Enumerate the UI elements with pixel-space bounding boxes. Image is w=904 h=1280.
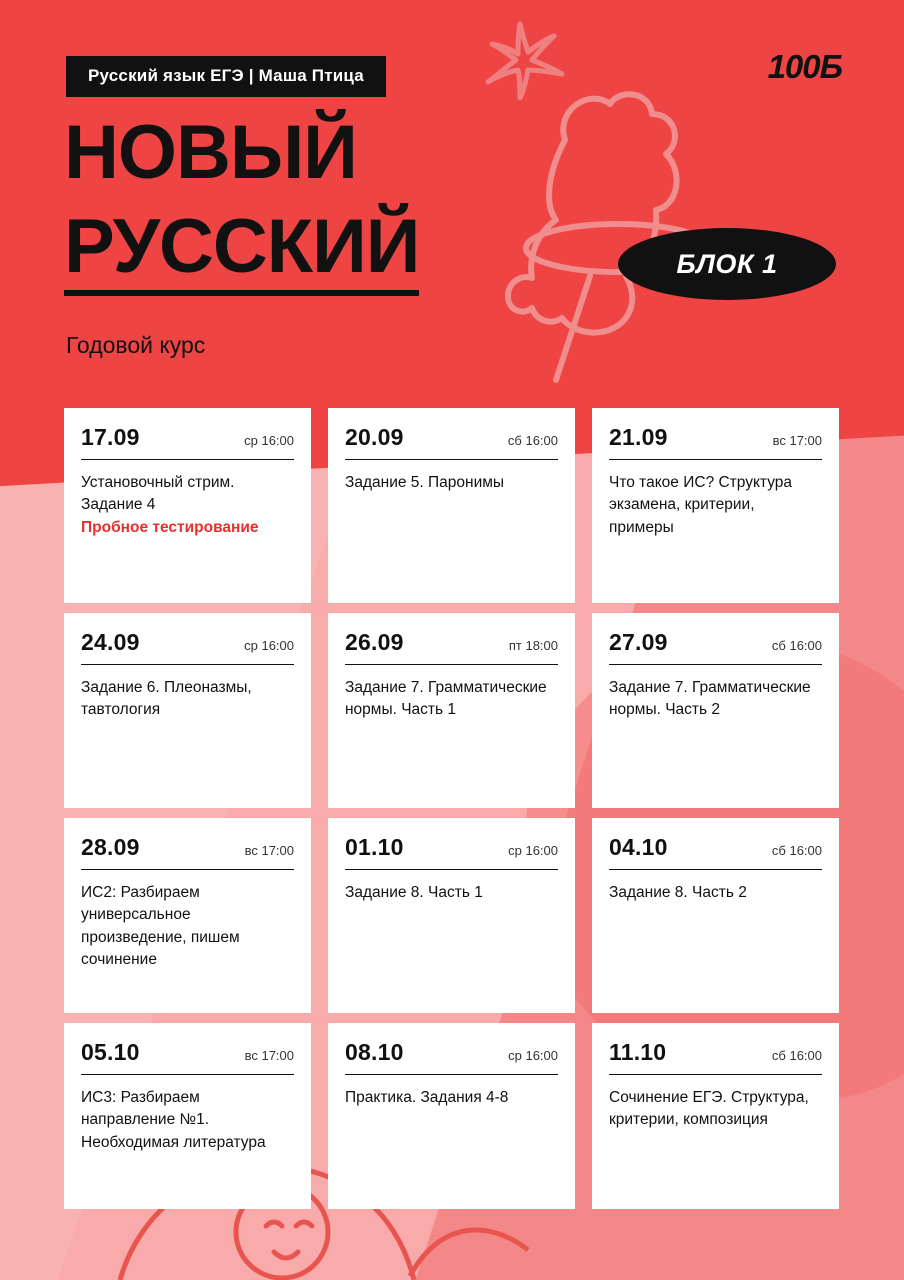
card-body: Установочный стрим. Задание 4 xyxy=(81,474,235,514)
card-body: Задание 8. Часть 1 xyxy=(345,884,483,901)
schedule-card xyxy=(592,613,839,808)
card-header xyxy=(81,834,294,870)
card-header xyxy=(345,1039,558,1075)
card-time: вс 17:00 xyxy=(244,843,294,858)
brand-tag: Русский язык ЕГЭ | Маша Птица xyxy=(66,56,386,97)
page-subtitle: Годовой курс xyxy=(66,332,206,358)
card-time: сб 16:00 xyxy=(771,1048,822,1063)
card-header xyxy=(345,424,558,460)
card-header xyxy=(609,834,822,870)
schedule-card xyxy=(64,1023,311,1209)
card-date: 24.09 xyxy=(81,629,140,655)
card-time: сб 16:00 xyxy=(507,433,558,448)
card-time: ср 16:00 xyxy=(244,433,294,448)
card-body: Задание 8. Часть 2 xyxy=(609,884,747,901)
card-body: Задание 7. Грамматические нормы. Часть 2 xyxy=(609,679,811,719)
card-header xyxy=(609,629,822,665)
card-date: 28.09 xyxy=(81,834,140,860)
card-note: Пробное тестирование xyxy=(81,518,259,536)
card-header xyxy=(609,1039,822,1075)
schedule-card xyxy=(592,1023,839,1209)
card-body: ИС2: Разбираем универсальное произведение, пишем сочинение xyxy=(81,884,240,969)
card-date: 20.09 xyxy=(345,424,404,450)
card-body: Что такое ИС? Структура экзамена, критерии, примеры xyxy=(609,474,793,536)
card-time: вс 17:00 xyxy=(772,433,822,448)
card-time: пт 18:00 xyxy=(508,638,558,653)
card-body: Задание 6. Плеоназмы, тавтология xyxy=(81,679,252,719)
page-title-line1: НОВЫЙ xyxy=(64,110,357,195)
card-header xyxy=(345,629,558,665)
card-date: 11.10 xyxy=(609,1039,667,1065)
schedule-card xyxy=(592,818,839,1013)
schedule-card xyxy=(328,818,575,1013)
card-time: ср 16:00 xyxy=(244,638,294,653)
card-header xyxy=(81,1039,294,1075)
card-date: 05.10 xyxy=(81,1039,140,1065)
schedule-card xyxy=(64,613,311,808)
score-badge: 100Б xyxy=(767,48,842,85)
page-title-line2: РУССКИЙ xyxy=(64,212,419,296)
schedule-card xyxy=(328,1023,575,1209)
card-body: Практика. Задания 4-8 xyxy=(345,1089,509,1106)
card-date: 27.09 xyxy=(609,629,668,655)
schedule-card xyxy=(328,613,575,808)
card-body: Задание 5. Паронимы xyxy=(345,474,505,491)
block-badge: БЛОК 1 xyxy=(618,228,836,300)
schedule-card xyxy=(328,408,575,603)
schedule-card xyxy=(592,408,839,603)
card-date: 08.10 xyxy=(345,1039,404,1065)
card-body: Задание 7. Грамматические нормы. Часть 1 xyxy=(345,679,547,719)
card-body: ИС3: Разбираем направление №1. Необходимая литература xyxy=(81,1089,266,1151)
card-header xyxy=(81,629,294,665)
card-header xyxy=(345,834,558,870)
card-date: 17.09 xyxy=(81,424,140,450)
card-time: вс 17:00 xyxy=(244,1048,294,1063)
card-header xyxy=(609,424,822,460)
card-header xyxy=(81,424,294,460)
schedule-grid xyxy=(64,408,840,1209)
card-time: сб 16:00 xyxy=(771,638,822,653)
card-date: 21.09 xyxy=(609,424,668,450)
card-body: Сочинение ЕГЭ. Структура, критерии, композиция xyxy=(609,1089,809,1129)
schedule-card xyxy=(64,818,311,1013)
card-date: 26.09 xyxy=(345,629,404,655)
card-date: 04.10 xyxy=(609,834,668,860)
card-time: ср 16:00 xyxy=(508,843,558,858)
card-date: 01.10 xyxy=(345,834,404,860)
schedule-card xyxy=(64,408,311,603)
card-time: ср 16:00 xyxy=(508,1048,558,1063)
card-time: сб 16:00 xyxy=(771,843,822,858)
